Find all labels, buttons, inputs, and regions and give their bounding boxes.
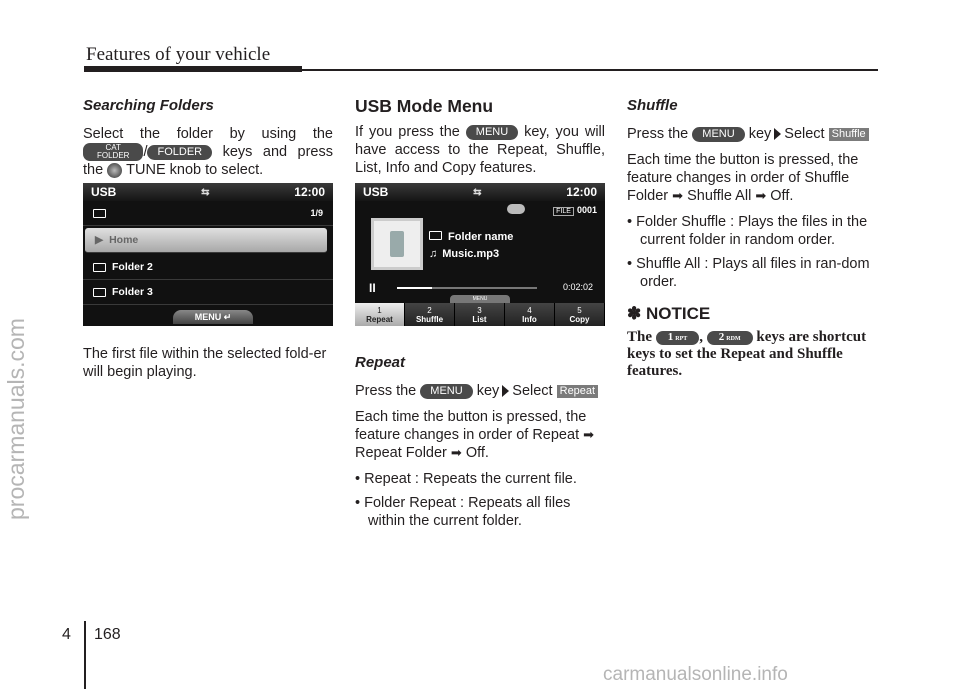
text-span: Shuffle All	[687, 188, 752, 204]
key-sub: RPT	[675, 335, 688, 342]
usb-menu-tabs	[355, 303, 605, 326]
text-span: Press the	[355, 383, 417, 399]
text-span: ,	[699, 329, 704, 345]
menu-key: MENU	[420, 384, 472, 399]
tab-info[interactable]	[505, 303, 555, 326]
side-watermark: procarmanuals.com	[3, 318, 29, 520]
key-num: 2	[718, 330, 725, 343]
progress-bar[interactable]	[397, 287, 537, 289]
bullet-text: Folder Repeat : Repeats all files within the current folder.	[364, 495, 571, 529]
text-span: Select the folder by using the	[83, 126, 333, 142]
item-count: 1/9	[310, 208, 323, 218]
bullet-text: Shuffle All : Plays all files in ran-dom order.	[636, 256, 870, 290]
text-span: If you press the	[355, 124, 460, 140]
tab-label: Info	[522, 315, 537, 324]
text-span: Off.	[465, 445, 489, 461]
text-span: Press the	[627, 126, 689, 142]
folder-icon	[93, 263, 106, 272]
folder-icon	[93, 209, 106, 218]
screen-status-bar	[83, 183, 333, 201]
text-span: TUNE knob to select.	[126, 162, 264, 179]
menu-key: MENU	[466, 125, 518, 140]
repeat-mode-icon	[507, 204, 525, 214]
tab-label: Shuffle	[415, 315, 444, 324]
file-name: Music.mp3	[442, 248, 500, 260]
notice-text	[627, 329, 877, 380]
tab-copy[interactable]	[555, 303, 605, 326]
searching-folders-heading: Searching Folders	[83, 97, 214, 114]
list-item[interactable]	[83, 255, 333, 280]
rpt-key	[656, 331, 700, 345]
searching-folders-text: Select the folder by using the CAT FOLDER / FOLDER keys and press the TUNE knob to select.	[83, 126, 334, 179]
list-item[interactable]	[83, 280, 333, 305]
notice-heading: ✽ NOTICE	[627, 304, 711, 323]
usb-mode-menu-text	[355, 123, 605, 177]
key-label: FOLDER	[97, 151, 130, 161]
list-item: • Folder Shuffle : Plays the files in the current folder in random order.	[627, 214, 868, 248]
text-span: key	[748, 126, 772, 142]
repeat-heading: Repeat	[355, 354, 406, 371]
clock: 12:00	[294, 185, 325, 199]
text-span: keys and press	[222, 144, 334, 160]
now-playing-folder	[429, 231, 513, 243]
source-label: USB	[91, 185, 117, 199]
list-item: • Repeat : Repeats the current file.	[355, 471, 577, 487]
tab-label: Repeat	[366, 315, 393, 324]
shuffle-description	[627, 151, 877, 205]
arrow-icon: ➡	[583, 427, 595, 442]
tab-num: 4	[527, 306, 532, 315]
arrow-right-icon	[774, 128, 781, 140]
file-tag: FILE	[553, 207, 574, 216]
page-number: 168	[94, 626, 121, 643]
folder-icon	[429, 231, 442, 240]
key-label: CAT	[105, 143, 121, 153]
text-span: the	[83, 162, 104, 179]
list-item: • Shuffle All : Plays all files in ran-dom order.	[627, 256, 870, 290]
text-span: Each time the button is pressed, the feature changes in order of Repeat	[355, 409, 587, 443]
text-span: Select	[784, 126, 825, 142]
now-playing-file	[429, 248, 499, 260]
usb-plug-icon	[390, 231, 404, 257]
list-item-label: Folder 2	[112, 261, 153, 273]
tab-num: 1	[377, 306, 382, 315]
folder-name: Folder name	[448, 231, 514, 243]
first-file-text: The first file within the selected fold-er will begin playing.	[83, 346, 327, 380]
text-span: The	[627, 329, 653, 345]
list-item-label: Home	[109, 234, 139, 246]
usb-device-art	[371, 218, 423, 270]
menu-button[interactable]	[173, 310, 253, 324]
usb-mode-menu-heading: USB Mode Menu	[355, 96, 494, 116]
shuffle-heading: Shuffle	[627, 97, 678, 114]
header-rule-thin	[302, 69, 878, 71]
play-icon: ▶	[95, 234, 104, 246]
column-searching-folders-after	[83, 345, 333, 389]
folder-icon	[93, 288, 106, 297]
list-item: • Folder Repeat : Repeats all files within the current folder.	[355, 495, 571, 529]
column-searching-folders	[83, 97, 333, 187]
column-shuffle	[627, 97, 877, 388]
text-span: keys are shortcut keys to set the Repeat and Shuffle features.	[627, 329, 867, 379]
column-repeat	[355, 354, 605, 536]
key-sub: RDM	[726, 335, 741, 342]
text-span: Repeat Folder	[355, 445, 447, 461]
rdm-key	[707, 331, 753, 345]
shuffle-softkey: Shuffle	[829, 128, 869, 141]
text-span: Select	[512, 383, 553, 399]
tab-list[interactable]	[455, 303, 505, 326]
pause-icon[interactable]: II	[369, 281, 376, 295]
text-span: key, you will have access to the Repeat, Shuffle, List, Info and Copy features.	[355, 124, 606, 176]
usb-icon: ⇆	[473, 186, 482, 198]
elapsed-time: 0:02:02	[562, 282, 593, 292]
text-span: Off.	[770, 188, 794, 204]
tab-label: List	[472, 315, 487, 324]
bullet-text: Repeat : Repeats the current file.	[364, 471, 577, 487]
screen-status-bar	[355, 183, 605, 201]
tab-shuffle[interactable]	[405, 303, 455, 326]
source-label: USB	[363, 185, 389, 199]
arrow-icon: ➡	[672, 188, 684, 203]
bottom-watermark: carmanualsonline.info	[603, 664, 788, 685]
file-no: 0001	[576, 205, 597, 215]
column-usb-mode-menu	[355, 97, 605, 185]
menu-key: MENU	[692, 127, 744, 142]
tab-num: 2	[427, 306, 432, 315]
clock: 12:00	[566, 185, 597, 199]
tune-knob-icon	[107, 163, 122, 178]
header-rule	[84, 66, 302, 72]
folder-path-row	[83, 201, 333, 226]
back-icon: ↵	[223, 312, 232, 322]
menu-tag: MENU	[450, 295, 510, 303]
usb-icon: ⇆	[201, 186, 210, 198]
tab-repeat[interactable]	[355, 303, 405, 326]
arrow-icon: ➡	[450, 445, 462, 460]
arrow-icon: ➡	[755, 188, 767, 203]
list-item-label: Folder 3	[112, 286, 153, 298]
footer-rule	[84, 621, 86, 689]
arrow-right-icon	[502, 385, 509, 397]
tab-label: Copy	[569, 315, 590, 324]
chapter-number: 4	[62, 626, 71, 643]
progress-fill	[397, 287, 432, 289]
tab-num: 5	[577, 306, 582, 315]
folder-key: FOLDER	[147, 145, 212, 160]
tab-num: 3	[477, 306, 482, 315]
text-span: key	[476, 383, 500, 399]
page-title: Features of your vehicle	[86, 44, 271, 65]
text-span: Each time the button is pressed, the feature changes in order of Shuffle Folder	[627, 152, 859, 204]
cat-folder-key	[83, 143, 143, 161]
shuffle-instruction	[627, 125, 877, 143]
folder-list-screen	[83, 183, 333, 326]
repeat-description	[355, 408, 605, 462]
menu-label: MENU	[194, 312, 222, 322]
bullet-text: Folder Shuffle : Plays the files in the current folder in random order.	[636, 214, 868, 248]
list-item[interactable]	[85, 228, 327, 253]
usb-mode-screen	[355, 183, 605, 326]
key-num: 1	[667, 330, 674, 343]
repeat-instruction	[355, 382, 605, 400]
repeat-softkey: Repeat	[557, 385, 598, 398]
music-note-icon: ♫	[429, 248, 438, 260]
file-number	[553, 205, 597, 215]
